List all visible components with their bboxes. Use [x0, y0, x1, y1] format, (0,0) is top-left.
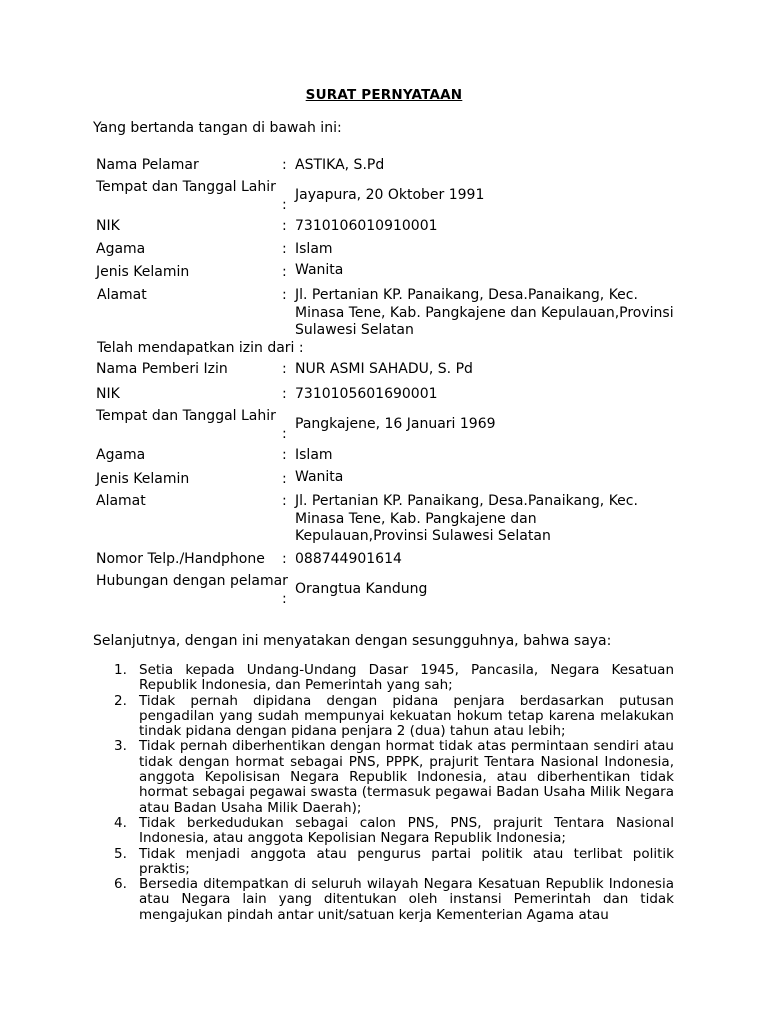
list-item [114, 662, 674, 694]
list-item [114, 692, 674, 740]
colon: : [282, 471, 287, 487]
field-label: Tempat dan Tanggal Lahir [96, 408, 276, 424]
list-text: Bersedia ditempatkan di seluruh wilayah Negara Kesatuan Republik Indonesia atau Negara lain yang ditentukan oleh instansi Pemerintah dan tidak mengajukan pindah antar unit/satuan kerja Kementerian Agama atau [139, 876, 674, 923]
field-label: Nama Pelamar [96, 157, 199, 173]
guardian-birth-value: Pangkajene, 16 Januari 1969 [295, 416, 496, 432]
list-item [114, 738, 674, 816]
colon: : [282, 386, 287, 402]
list-text: Tidak menjadi anggota atau pengurus partai politik atau terlibat politik praktis; [139, 845, 674, 877]
address-line: Minasa Tene, Kab. Pangkajene dan Kepulauan,Provinsi [295, 304, 674, 321]
address-line: Kepulauan,Provinsi Sulawesi Selatan [295, 528, 551, 544]
list-number: 4. [114, 814, 127, 831]
list-item [114, 876, 674, 923]
colon: : [282, 197, 287, 213]
colon: : [282, 218, 287, 234]
list-number: 3. [114, 738, 127, 755]
field-label: Jenis Kelamin [96, 264, 190, 280]
colon: : [282, 591, 287, 607]
declaration-lead: Selanjutnya, dengan ini menyatakan dengan sesungguhnya, bahwa saya: [93, 633, 612, 649]
list-text: Tidak pernah diberhentikan dengan hormat tidak atas permintaan sendiri atau tidak dengan hormat sebagai PNS, PPPK, prajurit Tentara Nasional Indonesia, anggota Kepolisisan Negara Republik Indonesia, atau diberhentikan tidak hormat sebagai pegawai swasta (termasuk pegawai Badan Usaha Milik Negara atau Badan Usaha Milik Daerah); [139, 738, 674, 816]
colon: : [282, 287, 287, 303]
list-number: 1. [114, 662, 127, 678]
applicant-name-value: ASTIKA, S.Pd [295, 157, 385, 173]
list-number: 2. [114, 692, 127, 709]
field-label: Jenis Kelamin [96, 471, 190, 487]
list-item [114, 814, 674, 847]
statement-list [114, 662, 674, 923]
field-label: Alamat [97, 287, 147, 303]
colon: : [282, 426, 287, 442]
list-text: Setia kepada Undang-Undang Dasar 1945, Pancasila, Negara Kesatuan Republik Indonesia, dan Pemerintah yang sah; [139, 662, 674, 694]
field-label: Nama Pemberi Izin [96, 361, 228, 377]
address-line: Sulawesi Selatan [295, 322, 414, 338]
guardian-phone-value: 088744901614 [295, 551, 402, 567]
guardian-religion-value: Islam [295, 447, 333, 463]
intro-text: Yang bertanda tangan di bawah ini: [93, 120, 342, 136]
colon: : [282, 241, 287, 257]
field-label: NIK [96, 218, 120, 234]
field-label: NIK [96, 386, 120, 402]
address-line: Jl. Pertanian KP. Panaikang, Desa.Panaikang, Kec. [295, 493, 638, 509]
list-item [114, 845, 674, 878]
field-label: Agama [96, 241, 146, 257]
field-label: Agama [96, 447, 146, 463]
guardian-nik-value: 7310105601690001 [295, 386, 438, 402]
list-number: 6. [114, 876, 127, 893]
applicant-nik-value: 7310106010910001 [295, 218, 438, 234]
guardian-gender-value: Wanita [295, 469, 344, 485]
field-label: Nomor Telp./Handphone [96, 551, 265, 567]
guardian-relation-value: Orangtua Kandung [295, 581, 428, 597]
colon: : [282, 264, 287, 280]
applicant-gender-value: Wanita [295, 262, 344, 278]
list-text: Tidak pernah dipidana dengan pidana penjara berdasarkan putusan pengadilan yang sudah mempunyai kekuatan hokum tetap karena melakukan tindak pidana dengan pidana penjara 2 (dua) tahun atau lebih; [139, 692, 674, 740]
field-label: Alamat [96, 493, 146, 509]
colon: : [282, 157, 287, 173]
guardian-name-value: NUR ASMI SAHADU, S. Pd [295, 361, 473, 377]
applicant-religion-value: Islam [295, 241, 333, 257]
guardian-address-value [295, 493, 695, 546]
address-line: Jl. Pertanian KP. Panaikang, Desa.Panaikang, Kec. [295, 287, 638, 303]
applicant-address-value [295, 287, 695, 340]
address-line: Minasa Tene, Kab. Pangkajene dan [295, 510, 537, 527]
colon: : [282, 493, 287, 509]
list-number: 5. [114, 845, 127, 862]
applicant-birth-value: Jayapura, 20 Oktober 1991 [295, 187, 485, 203]
colon: : [282, 551, 287, 567]
colon: : [282, 361, 287, 377]
list-text: Tidak berkedudukan sebagai calon PNS, PNS, prajurit Tentara Nasional Indonesia, atau anggota Kepolisian Negara Republik Indonesia; [139, 814, 674, 847]
colon: : [282, 447, 287, 463]
permission-heading: Telah mendapatkan izin dari : [97, 340, 304, 356]
page-title: SURAT PERNYATAAN [305, 87, 463, 103]
field-label: Tempat dan Tanggal Lahir [96, 179, 276, 195]
field-label: Hubungan dengan pelamar [96, 573, 288, 589]
